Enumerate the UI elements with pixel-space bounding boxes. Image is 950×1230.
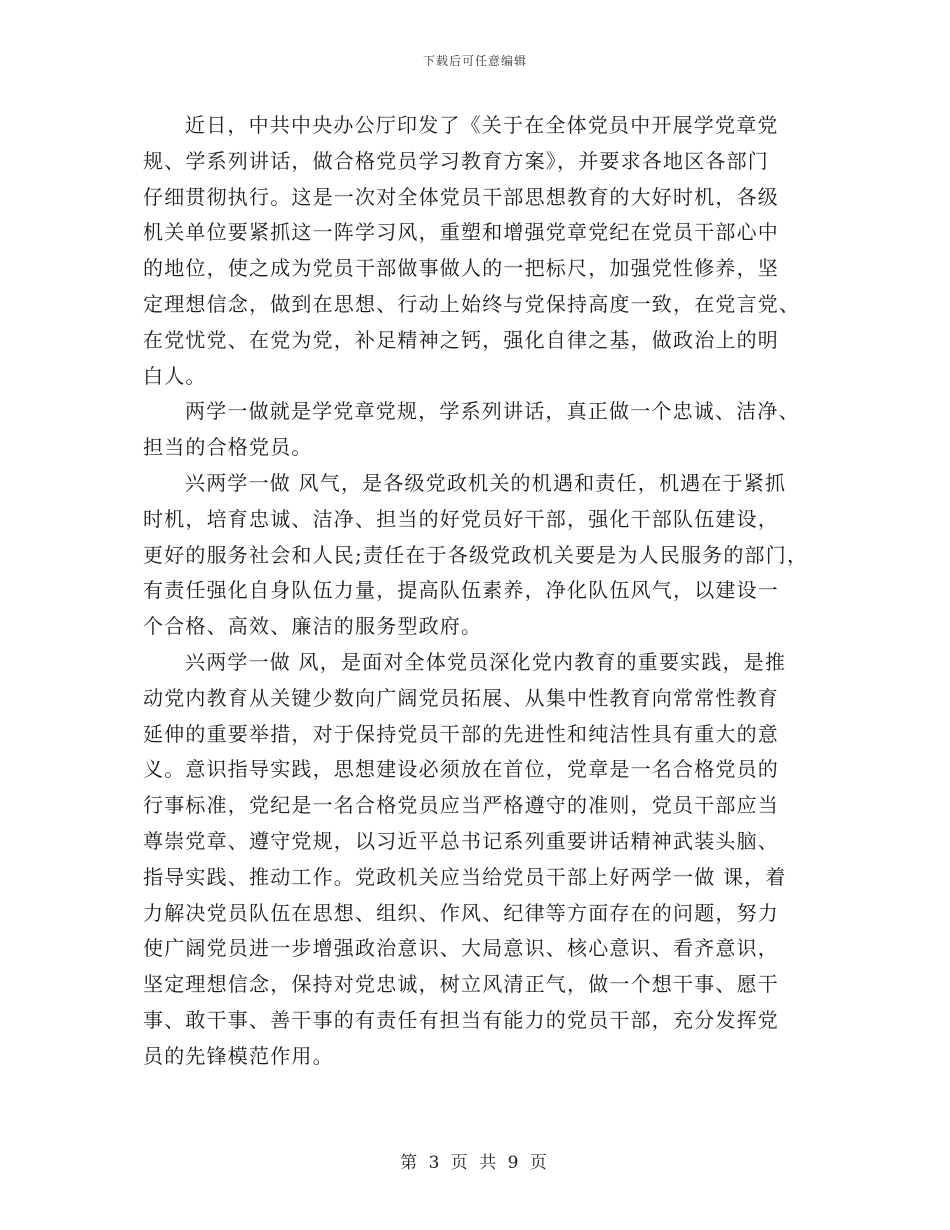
paragraph-2-line-2: 担当的合格党员。 bbox=[143, 435, 313, 460]
paragraph-1-line-5: 的地位，使之成为党员干部做事做人的一把标尺，加强党性修养，坚 bbox=[143, 256, 779, 281]
paragraph-4-line-2: 动党内教育从关键少数向广阔党员拓展、从集中性教育向常常性教育 bbox=[143, 685, 779, 710]
paragraph-4-line-11: 事、敢干事、善干事的有责任有担当有能力的党员干部，充分发挥党 bbox=[143, 1007, 779, 1032]
paragraph-4-line-10: 坚定理想信念，保持对党忠诚，树立风清正气，做一个想干事、愿干 bbox=[143, 972, 779, 997]
paragraph-2-line-1: 两学一做就是学党章党规，学系列讲话，真正做一个忠诚、洁净、 bbox=[185, 399, 800, 424]
paragraph-3-line-3: 更好的服务社会和人民;责任在于各级党政机关要是为人民服务的部门， bbox=[143, 542, 809, 567]
paragraph-4-line-5: 行事标准，党纪是一名合格党员应当严格遵守的准则，党员干部应当 bbox=[143, 793, 779, 818]
paragraph-3-line-5: 个合格、高效、廉洁的服务型政府。 bbox=[143, 614, 483, 639]
paragraph-1-line-3: 仔细贯彻执行。这是一次对全体党员干部思想教育的大好时机，各级 bbox=[143, 184, 779, 209]
paragraph-1-line-1: 近日，中共中央办公厅印发了《关于在全体党员中开展学党章党 bbox=[185, 113, 779, 137]
paragraph-1-line-6: 定理想信念，做到在思想、行动上始终与党保持高度一致，在党言党、 bbox=[143, 291, 801, 316]
page-header-note: 下载后可任意编辑 bbox=[422, 54, 527, 68]
paragraph-1-line-2: 规、学系列讲话，做合格党员学习教育方案》，并要求各地区各部门 bbox=[143, 148, 769, 173]
paragraph-3-line-2: 时机，培育忠诚、洁净、担当的好党员好干部，强化干部队伍建设， bbox=[143, 506, 779, 531]
paragraph-3-line-4: 有责任强化自身队伍力量，提高队伍素养，净化队伍风气，以建设一 bbox=[143, 578, 779, 603]
page-number: 第 3 页 共 9 页 bbox=[400, 1153, 550, 1173]
paragraph-4-line-6: 尊崇党章、遵守党规，以习近平总书记系列重要讲话精神武装头脑、 bbox=[143, 828, 779, 853]
document-body bbox=[143, 108, 823, 1075]
paragraph-4-line-7: 指导实践、推动工作。党政机关应当给党员干部上好两学一做 课，着 bbox=[143, 864, 787, 889]
paragraph-4-line-8: 力解决党员队伍在思想、组织、作风、纪律等方面存在的问题，努力 bbox=[143, 900, 779, 925]
paragraph-4-line-1: 兴两学一做 风，是面对全体党员深化党内教育的重要实践，是推 bbox=[185, 649, 787, 674]
paragraph-1-line-8: 白人。 bbox=[143, 363, 207, 388]
paragraph-4-line-4: 义。意识指导实践，思想建设必须放在首位，党章是一名合格党员的 bbox=[143, 757, 779, 782]
paragraph-4-line-12: 员的先锋模范作用。 bbox=[143, 1043, 334, 1068]
paragraph-4-line-3: 延伸的重要举措，对于保持党员干部的先进性和纯洁性具有重大的意 bbox=[143, 721, 779, 746]
paragraph-3-line-1: 兴两学一做 风气，是各级党政机关的机遇和责任，机遇在于紧抓 bbox=[185, 470, 787, 495]
paragraph-4-line-9: 使广阔党员进一步增强政治意识、大局意识、核心意识、看齐意识， bbox=[143, 936, 779, 961]
paragraph-1-line-7: 在党忧党、在党为党，补足精神之钙，强化自律之基，做政治上的明 bbox=[143, 327, 779, 352]
paragraph-1-line-4: 机关单位要紧抓这一阵学习风，重塑和增强党章党纪在党员干部心中 bbox=[143, 220, 779, 245]
